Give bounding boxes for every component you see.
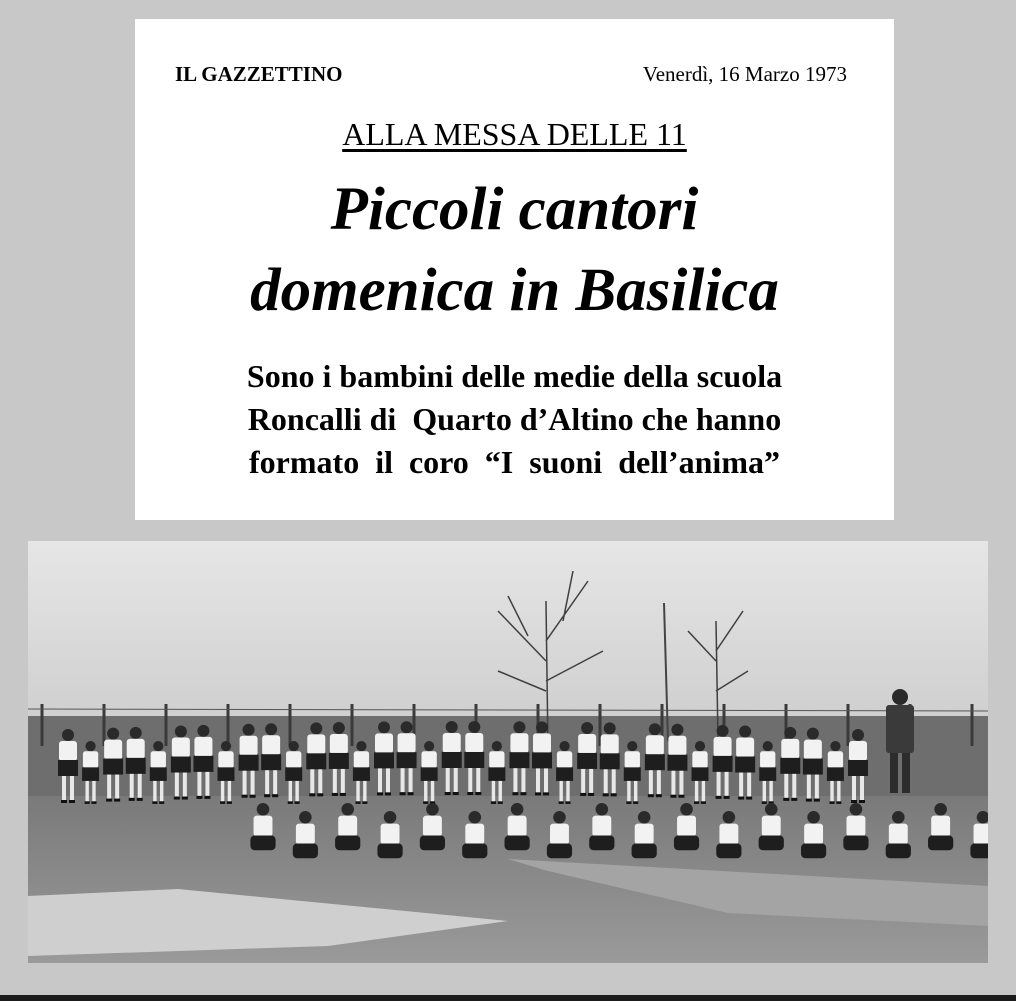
subhead-line-2: Roncalli di Quarto d’Altino che hanno xyxy=(247,401,782,437)
subhead-line-1: Sono i bambini delle medie della scuola xyxy=(246,358,783,394)
article-subhead xyxy=(135,355,894,484)
bottom-rule xyxy=(0,995,1016,1001)
publication-date: Venerdì, 16 Marzo 1973 xyxy=(642,62,847,86)
newspaper-clipping xyxy=(135,19,894,520)
headline-line-1: Piccoli cantori xyxy=(330,176,699,243)
choir-photograph xyxy=(28,541,988,963)
photo-scene xyxy=(28,541,988,963)
headline-line-2: domenica in Basilica xyxy=(250,257,779,324)
newspaper-masthead: IL GAZZETTINO xyxy=(175,62,343,86)
field xyxy=(28,716,988,796)
sky xyxy=(28,541,988,721)
article-headline xyxy=(135,169,894,331)
article-kicker: ALLA MESSA DELLE 11 xyxy=(342,116,687,152)
subhead-line-3: formato il coro “I suoni dell’anima” xyxy=(249,444,780,480)
